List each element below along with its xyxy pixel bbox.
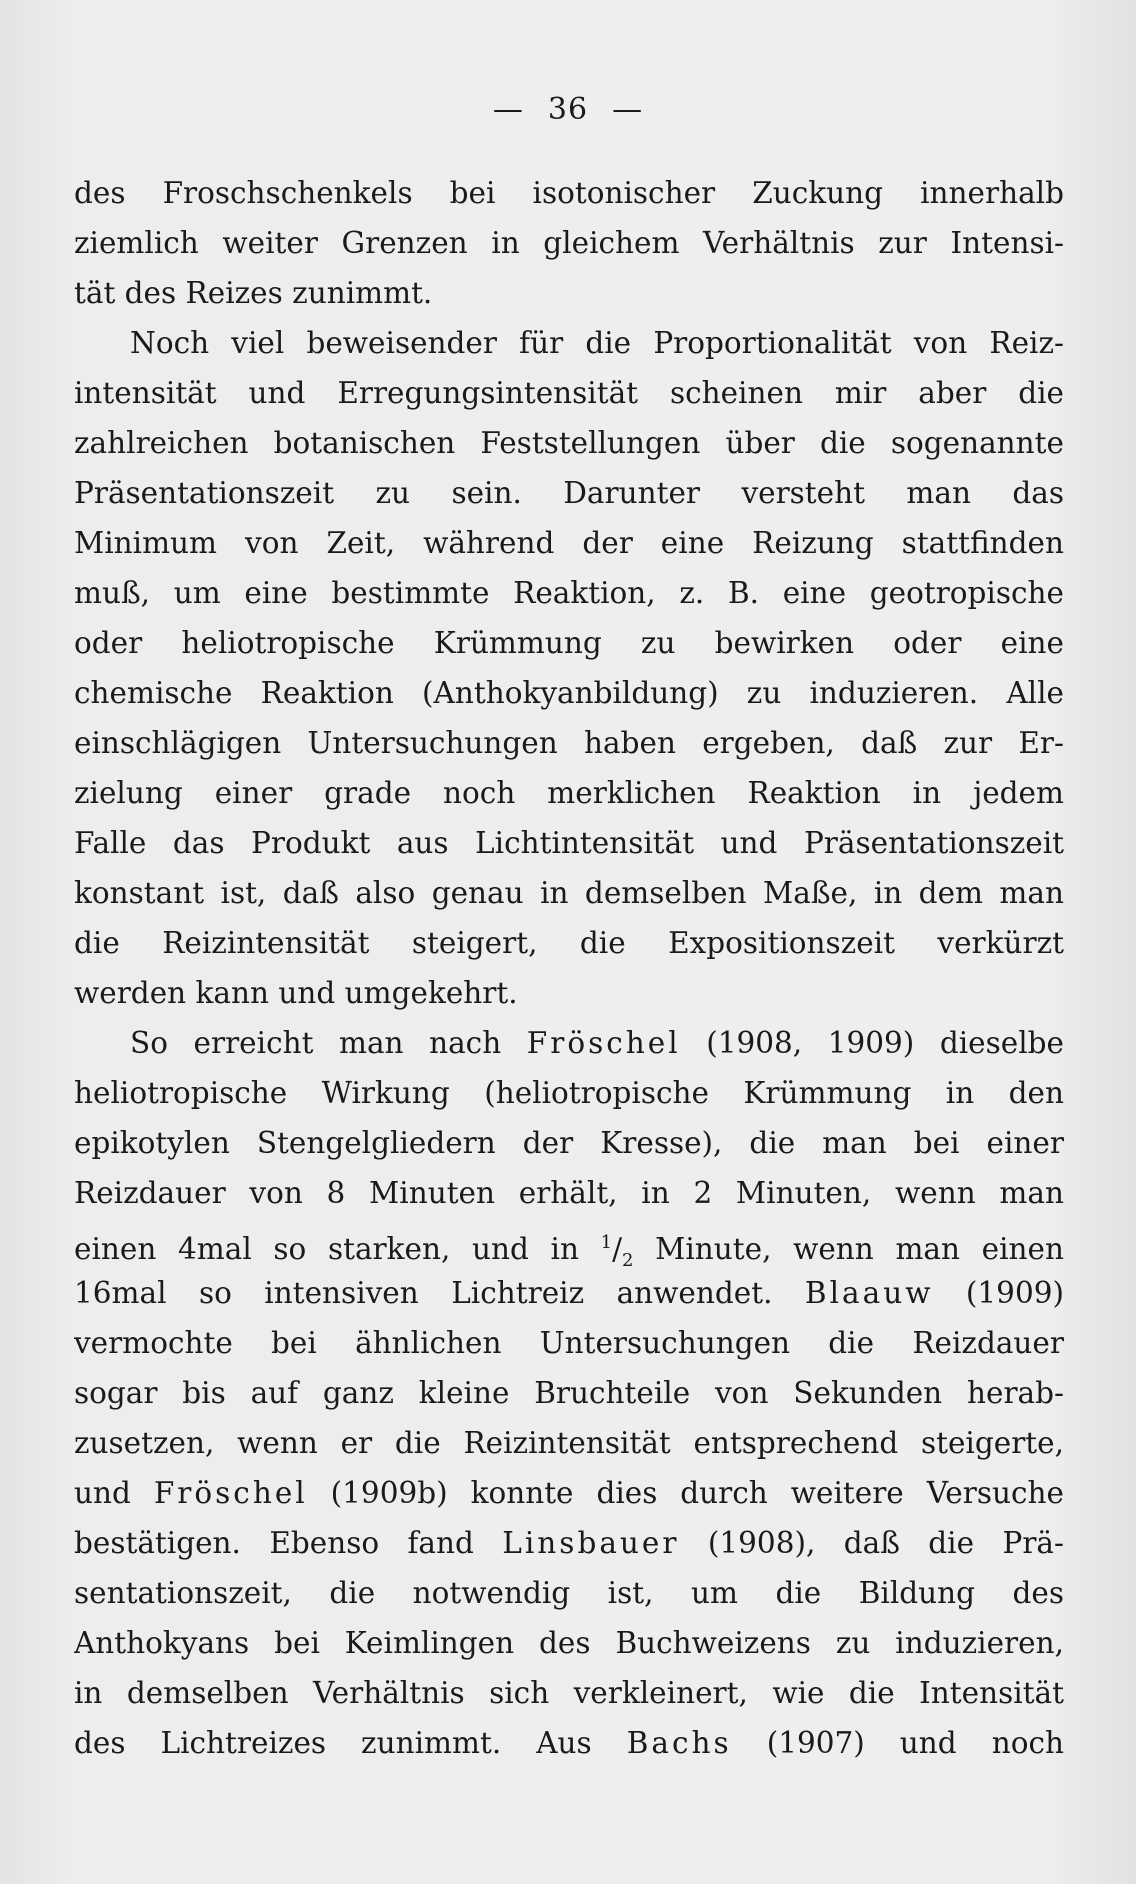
text-line: einen 4mal so starken, und in $^1/_2$ Minute, wenn man einen: [74, 1231, 1064, 1268]
author-name: Fröschel: [526, 1026, 681, 1060]
text-line: tät des Reizes zunimmt.: [74, 276, 433, 310]
text-line: muß, um eine bestimmte Reaktion, z. B. eine geotropische: [74, 576, 1064, 610]
page-number-header: [0, 92, 1136, 127]
page-number: 36: [547, 92, 589, 127]
text-line: sogar bis auf ganz kleine Bruchteile von Sekunden herab-: [74, 1376, 1064, 1410]
text-line: Präsentationszeit zu sein. Darunter versteht man das: [74, 476, 1064, 510]
text-line: vermochte bei ähnlichen Untersuchungen die Reizdauer: [74, 1326, 1064, 1360]
paragraph-start-line: Noch viel beweisender für die Proportionalität von Reiz-: [130, 326, 1064, 360]
paragraph-start-line: So erreicht man nach Fröschel (1908, 1909) dieselbe: [130, 1026, 1064, 1060]
body-text: [74, 168, 1064, 1768]
author-name: Fröschel: [153, 1476, 308, 1510]
text-line: ziemlich weiter Grenzen in gleichem Verhältnis zur Intensi-: [74, 226, 1064, 260]
text-line: werden kann und umgekehrt.: [74, 976, 518, 1010]
text-line: oder heliotropische Krümmung zu bewirken oder eine: [74, 626, 1064, 660]
author-name: Blaauw: [804, 1276, 934, 1310]
text-line: zielung einer grade noch merklichen Reaktion in jedem: [74, 776, 1064, 810]
text-line: intensität und Erregungsintensität scheinen mir aber die: [74, 376, 1064, 410]
text-line: epikotylen Stengelgliedern der Kresse), die man bei einer: [74, 1126, 1064, 1160]
header-dash-left: —: [492, 92, 524, 127]
text-line: chemische Reaktion (Anthokyanbildung) zu induzieren. Alle: [74, 676, 1064, 710]
text-line: zahlreichen botanischen Feststellungen über die sogenannte: [74, 426, 1064, 460]
text-line: die Reizintensität steigert, die Expositionszeit verkürzt: [74, 926, 1064, 960]
text-line: Anthokyans bei Keimlingen des Buchweizens zu induzieren,: [74, 1626, 1064, 1660]
text-line: Reizdauer von 8 Minuten erhält, in 2 Minuten, wenn man: [74, 1176, 1064, 1210]
text-line: des Lichtreizes zunimmt. Aus Bachs (1907) und noch: [74, 1726, 1064, 1760]
text-line: in demselben Verhältnis sich verkleinert, wie die Intensität: [74, 1676, 1064, 1710]
text-line: einschlägigen Untersuchungen haben ergeben, daß zur Er-: [74, 726, 1064, 760]
text-line: konstant ist, daß also genau in demselben Maße, in dem man: [74, 876, 1064, 910]
text-line: sentationszeit, die notwendig ist, um die Bildung des: [74, 1576, 1064, 1610]
text-line: zusetzen, wenn er die Reizintensität entsprechend steigerte,: [74, 1426, 1064, 1460]
fraction: $^1/_2$: [600, 1231, 634, 1268]
text-line: bestätigen. Ebenso fand Linsbauer (1908), daß die Prä-: [74, 1526, 1064, 1560]
text-line: des Froschschenkels bei isotonischer Zuckung innerhalb: [74, 176, 1064, 210]
text-line: heliotropische Wirkung (heliotropische Krümmung in den: [74, 1076, 1064, 1110]
header-dash-right: —: [612, 92, 644, 127]
author-name: Linsbauer: [502, 1526, 680, 1560]
text-line: 16mal so intensiven Lichtreiz anwendet. Blaauw (1909): [74, 1276, 1064, 1310]
text-line: Falle das Produkt aus Lichtintensität und Präsentationszeit: [74, 826, 1064, 860]
author-name: Bachs: [626, 1726, 732, 1760]
text-line: Minimum von Zeit, während der eine Reizung stattfinden: [74, 526, 1064, 560]
text-line: und Fröschel (1909b) konnte dies durch weitere Versuche: [74, 1476, 1064, 1510]
